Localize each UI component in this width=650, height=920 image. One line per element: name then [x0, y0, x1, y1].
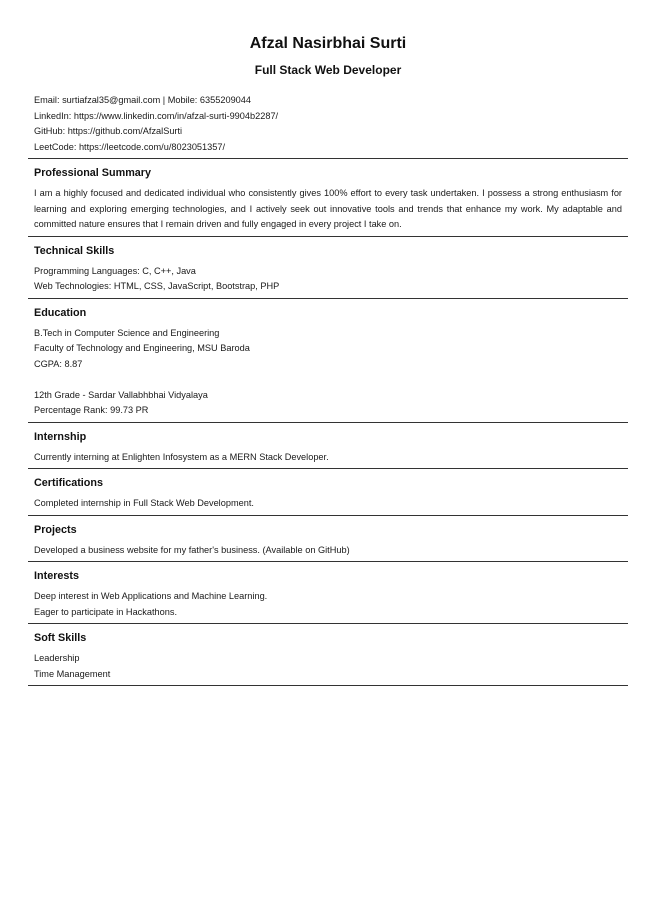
- certifications-section: [34, 469, 622, 512]
- certification-text: Completed internship in Full Stack Web Development.: [34, 498, 254, 508]
- contact-block: [34, 93, 622, 155]
- section-divider: [28, 685, 628, 686]
- education-section: [34, 299, 622, 419]
- section-heading: Certifications: [34, 477, 103, 489]
- section-heading: Interests: [34, 570, 80, 582]
- interest-item: Deep interest in Web Applications and Machine Learning.: [34, 591, 268, 601]
- contact-email-mobile[interactable]: Email: surtiafzal35@gmail.com | Mobile: 6355209044: [34, 95, 252, 105]
- section-heading: Projects: [34, 523, 77, 536]
- education-degree: B.Tech in Computer Science and Engineering: [34, 327, 220, 338]
- soft-skill-item: Leadership: [34, 653, 80, 663]
- professional-summary-section: [34, 159, 622, 233]
- education-cgpa: CGPA: 8.87: [34, 358, 83, 369]
- job-title: Full Stack Web Developer: [254, 63, 402, 77]
- soft-skill-item: Time Management: [34, 668, 111, 679]
- education-school: 12th Grade - Sardar Vallabhbhai Vidyalaya: [34, 389, 208, 400]
- section-heading: Education: [34, 306, 87, 319]
- technical-skills-section: [34, 237, 622, 295]
- contact-leetcode[interactable]: LeetCode: https://leetcode.com/u/8023051357/: [34, 141, 226, 152]
- candidate-name: Afzal Nasirbhai Surti: [249, 35, 407, 52]
- contact-github[interactable]: GitHub: https://github.com/AfzalSurti: [34, 126, 183, 136]
- skill-item: Web Technologies: HTML, CSS, JavaScript, Bootstrap, PHP: [34, 281, 280, 291]
- projects-section: [34, 516, 622, 559]
- internship-section: [34, 423, 622, 466]
- education-faculty: Faculty of Technology and Engineering, MSU Baroda: [34, 343, 250, 353]
- interests-section: [34, 562, 622, 620]
- summary-text: I am a highly focused and dedicated individual who consistently gives 100% effort to every task undertaken. I possess a strong enthusiasm for learning and exploring emerging technologies, and I actively seek out innovative tools and trends that enhance my work. My adaptable and committed nature ensures that I remain driven and fully engaged in every project I take on.: [34, 188, 622, 229]
- interest-item: Eager to participate in Hackathons.: [34, 606, 177, 617]
- section-heading: Soft Skills: [34, 632, 87, 644]
- skill-item: Programming Languages: C, C++, Java: [34, 265, 196, 276]
- education-rank: Percentage Rank: 99.73 PR: [34, 405, 149, 415]
- contact-linkedin[interactable]: LinkedIn: https://www.linkedin.com/in/afzal-surti-9904b2287/: [34, 110, 279, 121]
- soft-skills-section: [34, 624, 622, 682]
- section-heading: Technical Skills: [34, 244, 115, 257]
- section-heading: Internship: [34, 430, 87, 443]
- internship-text: Currently interning at Enlighten Infosystem as a MERN Stack Developer.: [34, 451, 329, 462]
- project-text: Developed a business website for my father's business. (Available on GitHub): [34, 544, 350, 555]
- section-heading: Professional Summary: [34, 167, 152, 179]
